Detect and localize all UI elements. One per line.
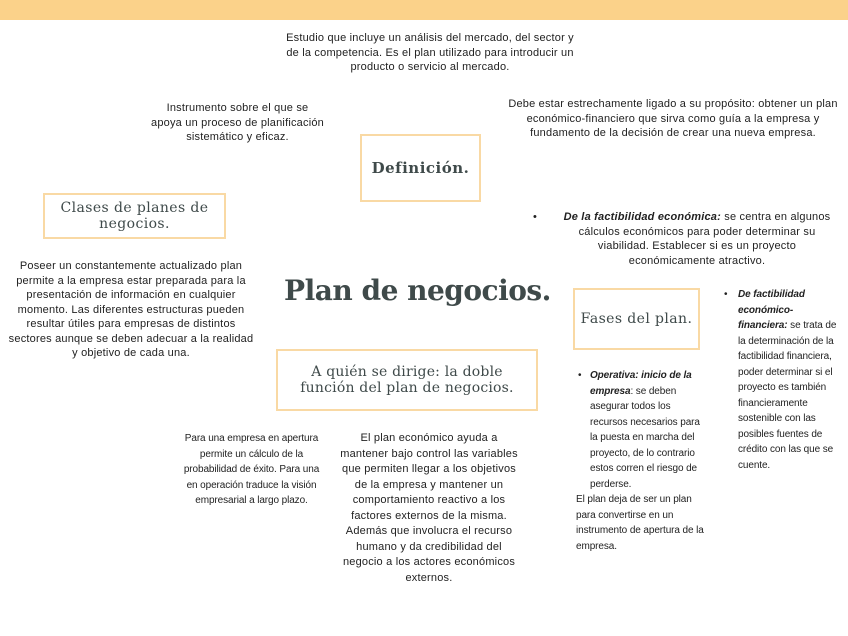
bullet-dot: • — [533, 211, 538, 223]
bullet-dot: • — [578, 370, 582, 381]
phase-factibilidad-body: se centra en algunos cálculos económicos para poder determinar su viabilidad. Establecer si es un proyecto económicamente atractivo. — [578, 211, 831, 267]
bullet-dot: • — [724, 289, 728, 300]
text-para-una: Para una empresa en apertura permite un cálculo de la probabilidad de éxito. Para una en operación traduce la visión empresarial a largo plazo. — [183, 433, 320, 506]
phase-factibilidad — [533, 210, 832, 268]
phase-operativa-extra: El plan deja de ser un plan para convertirse en un instrumento de apertura de la empresa. — [576, 494, 704, 552]
text-instrumento: Instrumento sobre el que se apoya un proceso de planificación sistemático y eficaz. — [151, 102, 324, 143]
phase-factibilidad-title: De la factibilidad económica: — [563, 211, 721, 223]
box-quien: A quién se dirige: la doble función del plan de negocios. — [276, 349, 538, 411]
phase-financiera-title: De factibilidad económico-financiera: — [738, 289, 805, 331]
phase-operativa-body: : se deben asegurar todos los recursos necesarios para la puesta en marcha del proyecto, de lo contrario estos corren el riesgo de perderse. — [590, 385, 700, 490]
text-el-plan: El plan económico ayuda a mantener bajo control las variables que permiten llegar a los objetivos de la empresa y mantener un comportamiento reactivo a los factores externos de la misma. Además que involucra el recurso humano y da credibilidad del negocio a los actores económicos externos. — [340, 432, 518, 584]
text-debe: Debe estar estrechamente ligado a su propósito: obtener un plan económico-financiero que sirva como guía a la empresa y fundamento de la decisión de crear una nueva empresa. — [508, 98, 838, 139]
text-poseer: Poseer un constantemente actualizado plan permite a la empresa estar preparada para la presentación de información en cualquier momento. Las diferentes estructuras pueden resultar útiles para empresas de distintos sectores aunque se deben adecuar a la realidad y objetivo de cada una. — [8, 260, 254, 359]
top-accent-bar — [0, 0, 848, 20]
text-estudio: Estudio que incluye un análisis del mercado, del sector y de la competencia. Es el plan utilizado para introducir un producto o servicio al mercado. — [286, 32, 574, 73]
phase-operativa — [576, 368, 704, 554]
main-title: Plan de negocios. — [284, 274, 551, 307]
phase-financiera-body: se trata de la determinación de la factibilidad financiera, poder determinar si el proyecto es también financieramente sostenible con las posibles fuentes de crédito con las que se cuente. — [738, 320, 837, 471]
box-fases: Fases del plan. — [573, 288, 700, 350]
phase-financiera — [724, 287, 838, 473]
box-clases: Clases de planes de negocios. — [43, 193, 226, 239]
box-definicion: Definición. — [360, 134, 481, 202]
phase-operativa-title: Operativa: inicio de la empresa — [590, 370, 692, 397]
